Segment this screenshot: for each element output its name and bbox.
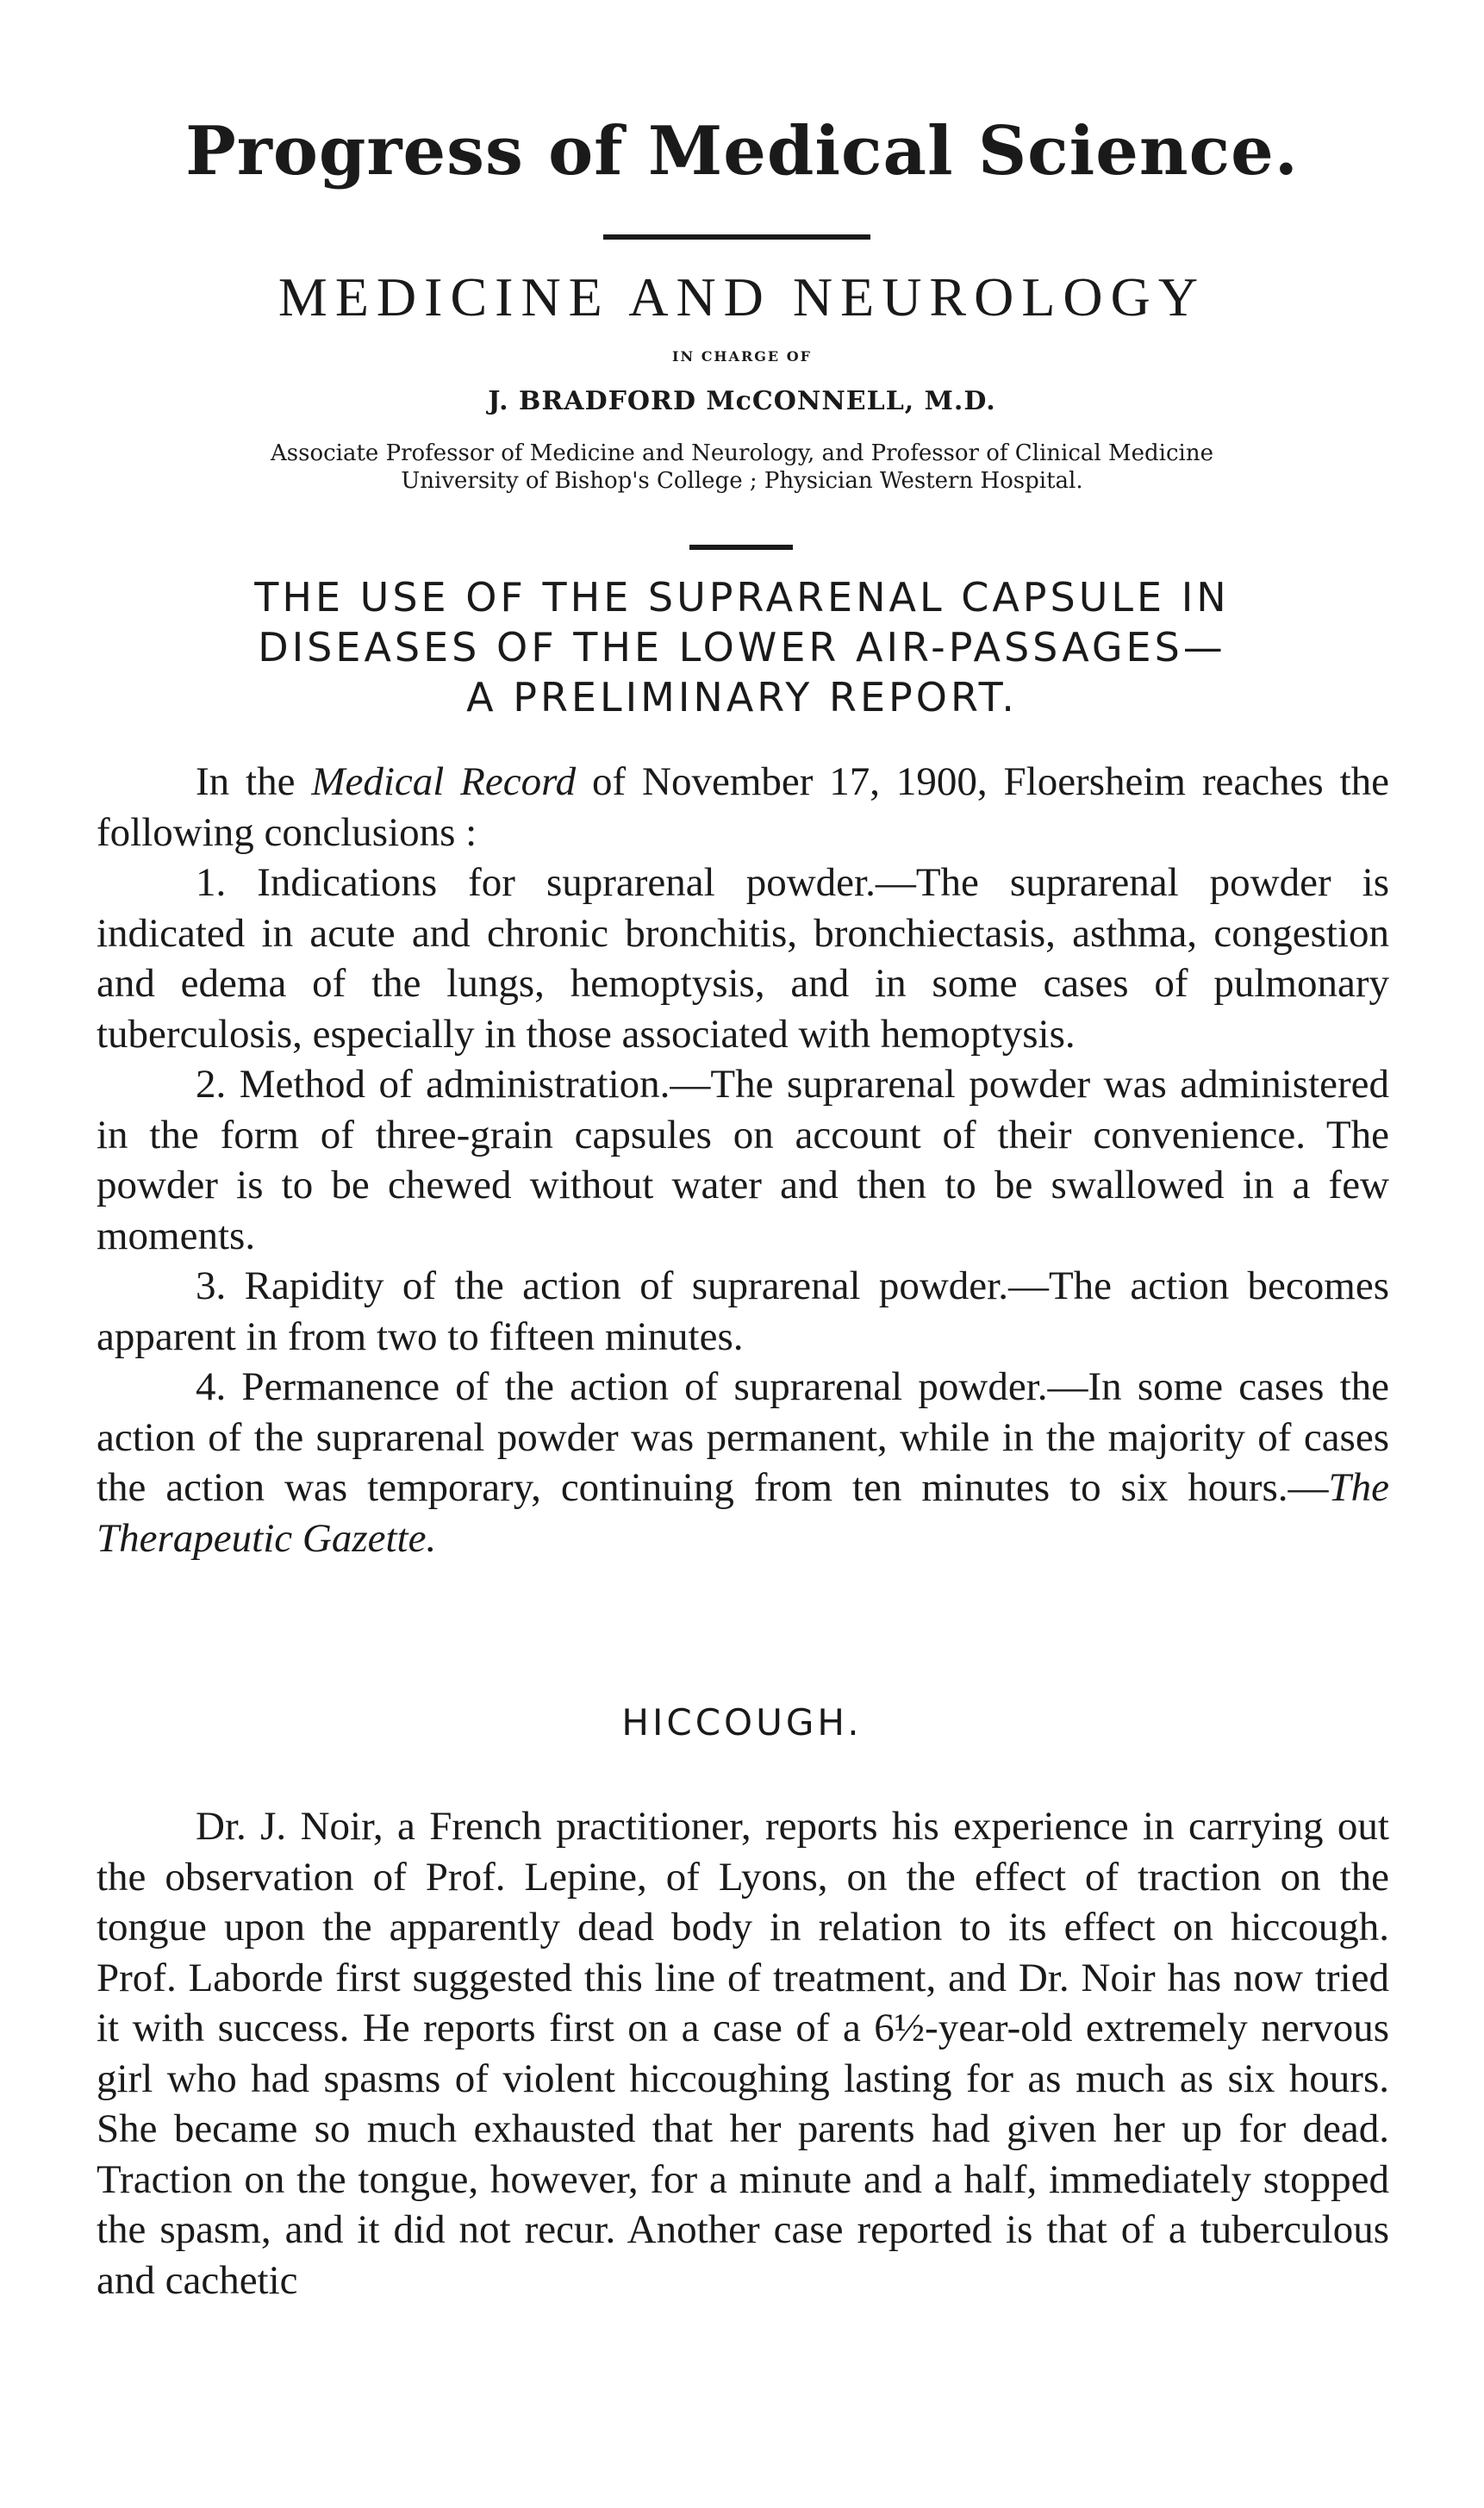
article-1-point-1: 1. Indications for suprarenal powder.—The suprarenal powder is indicated in acute and chronic bronchitis, bronchiectasis, asthma, congestion and edema of the lungs, hemoptysis, and in some cases of pulmonary tuberculosis, especially in those associated with hemoptysis. <box>97 860 1389 1057</box>
editor-name: J. BRADFORD McCONNELL, M.D. <box>488 386 996 416</box>
department-name: MEDICINE AND NEUROLOGY <box>277 266 1207 328</box>
article-1-intro <box>97 757 1389 858</box>
article-2-body <box>97 1801 1389 2305</box>
article-1-heading-line-3: A PRELIMINARY REPORT. <box>466 674 1018 721</box>
credentials-line-2: University of Bishop's College ; Physician Western Hospital. <box>401 468 1083 494</box>
intro-text-pre: In the <box>196 759 312 804</box>
credentials-line-1: Associate Professor of Medicine and Neurology, and Professor of Clinical Medicine <box>270 440 1213 466</box>
point-4-text: 4. Permanence of the action of suprarenal powder.—In some cases the action of the suprarenal powder was permanent, while in the majority of cases the action was temporary, continuing from ten minutes to six hours.— <box>97 1364 1389 1510</box>
article-1-source: The Therapeutic Gazette. <box>97 1465 1389 1561</box>
article-2-paragraph: Dr. J. Noir, a French practitioner, reports his experience in carrying out the observation of Prof. Lepine, of Lyons, on the effect of traction on the tongue upon the apparently dead body in relation to its effect on hiccough. Prof. Laborde first suggested this line of treatment, and Dr. Noir has now tried it with success. He reports first on a case of a 6½-year-old extremely nervous girl who had spasms of violent hiccoughing lasting for as much as six hours. She became so much exhausted that her parents had given her up for dead. Traction on the tongue, however, for a minute and a half, immediately stopped the spasm, and it did not recur. Another case reported is that of a tuberculous and cachetic <box>97 1804 1389 2303</box>
article-1-heading-line-2: DISEASES OF THE LOWER AIR-PASSAGES— <box>258 624 1226 671</box>
article-1-point-3: 3. Rapidity of the action of suprarenal powder.—The action becomes apparent in from two to fifteen minutes. <box>97 1263 1389 1359</box>
editor-credentials <box>0 440 1484 495</box>
article-1-body <box>97 757 1389 1563</box>
intro-text-post: of November 17, 1900, Floersheim reaches the following conclusions : <box>97 759 1390 855</box>
masthead-rule <box>603 234 870 240</box>
article-1-point-2: 2. Method of administration.—The suprarenal powder was administered in the form of three-grain capsules on account of their convenience. The powder is to be chewed without water and then to be swallowed in a few moments. <box>97 1062 1389 1258</box>
masthead-title: Progress of Medical Science. <box>185 112 1299 190</box>
in-charge-label: IN CHARGE OF <box>672 348 812 365</box>
article-1-point-4 <box>97 1362 1389 1563</box>
journal-name: Medical Record <box>311 759 577 804</box>
article-1-heading <box>0 572 1484 722</box>
article-1-heading-line-1: THE USE OF THE SUPRARENAL CAPSULE IN <box>254 574 1230 621</box>
section-rule <box>689 545 793 550</box>
article-2-heading: HICCOUGH. <box>621 1701 863 1744</box>
